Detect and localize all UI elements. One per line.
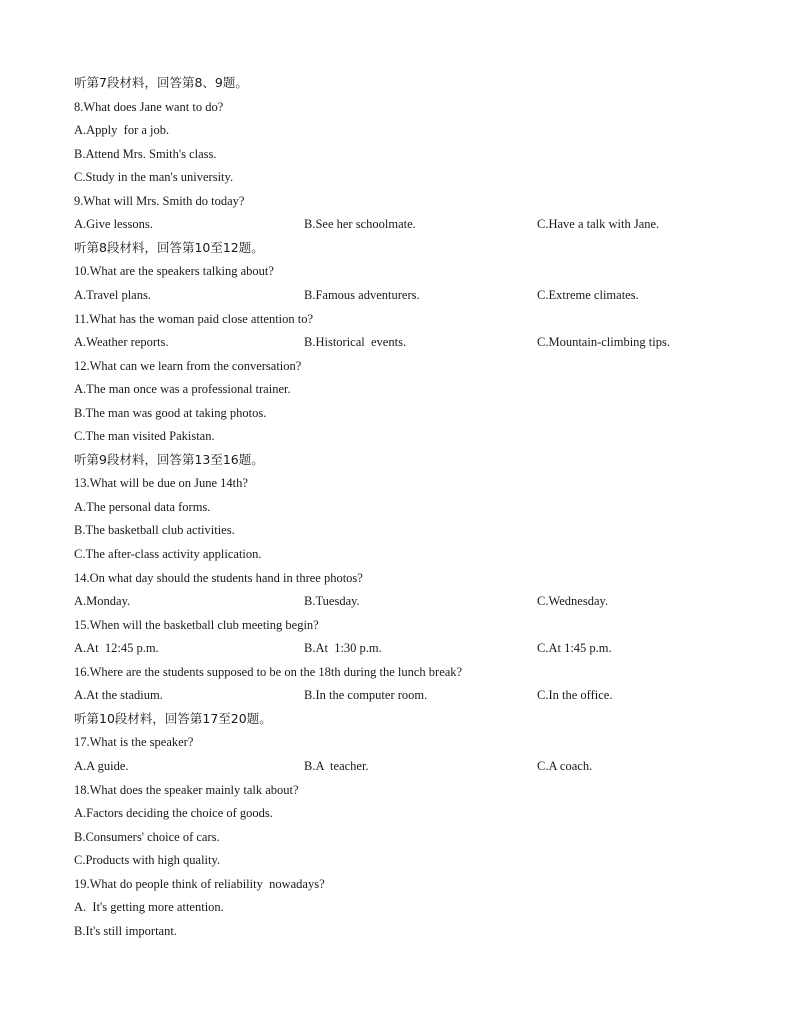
question-line: A. It's getting more attention.	[74, 900, 224, 915]
question-line: 18.What does the speaker mainly talk about?	[74, 782, 299, 797]
option-a: A.Weather reports.	[74, 335, 169, 350]
question-line: 12.What can we learn from the conversation?	[74, 358, 302, 373]
question-line: 9.What will Mrs. Smith do today?	[74, 193, 245, 208]
option-a: A.A guide.	[74, 758, 129, 773]
question-line: 19.What do people think of reliability nowadays?	[74, 876, 325, 891]
section-heading: 听第8段材料，回答第10至12题。	[74, 239, 264, 255]
option-c: C.Wednesday.	[537, 594, 609, 609]
option-a: A.Travel plans.	[74, 287, 151, 302]
option-a: A.At the stadium.	[74, 688, 163, 703]
section-heading: 听第7段材料，回答第8、9题。	[74, 75, 248, 90]
option-b: B.A teacher.	[304, 758, 369, 773]
question-line: 16.Where are the students supposed to be on the 18th during the lunch break?	[74, 664, 463, 679]
question-line: 14.On what day should the students hand in three photos?	[74, 570, 363, 585]
question-line: 17.What is the speaker?	[74, 735, 194, 750]
option-c: C.In the office.	[537, 688, 613, 703]
question-line: B.The man was good at taking photos.	[74, 405, 267, 420]
option-c: C.Mountain-climbing tips.	[537, 335, 670, 350]
question-line: A.Factors deciding the choice of goods.	[74, 806, 273, 821]
option-b: B.Tuesday.	[304, 594, 360, 609]
question-line: C.The man visited Pakistan.	[74, 429, 215, 444]
question-line: A.The personal data forms.	[74, 499, 211, 514]
option-c: C.Extreme climates.	[537, 287, 639, 302]
question-line: A.The man once was a professional trainer.	[74, 382, 291, 397]
option-b: B.In the computer room.	[304, 688, 428, 703]
question-line: B.It's still important.	[74, 923, 177, 938]
option-c: C.A coach.	[537, 758, 593, 773]
option-b: B.Historical events.	[304, 335, 407, 350]
option-a: A.At 12:45 p.m.	[74, 641, 159, 656]
question-line: 8.What does Jane want to do?	[74, 99, 224, 114]
option-a: A.Monday.	[74, 594, 131, 609]
section-heading: 听第9段材料，回答第13至16题。	[74, 451, 264, 467]
option-c: C.Have a talk with Jane.	[537, 217, 660, 232]
question-line: C.The after-class activity application.	[74, 547, 262, 561]
question-line: B.Attend Mrs. Smith's class.	[74, 146, 217, 161]
question-line: A.Apply for a job.	[74, 123, 170, 138]
option-c: C.At 1:45 p.m.	[537, 641, 612, 656]
question-line: B.The basketball club activities.	[74, 523, 235, 538]
question-line: C.Products with high quality.	[74, 853, 221, 868]
question-line: 15.When will the basketball club meeting begin?	[74, 617, 319, 632]
question-line: 11.What has the woman paid close attention to?	[74, 311, 314, 326]
option-b: B.Famous adventurers.	[304, 287, 420, 302]
option-b: B.See her schoolmate.	[304, 217, 416, 232]
question-line: 10.What are the speakers talking about?	[74, 264, 274, 279]
question-line: C.Study in the man's university.	[74, 170, 234, 185]
question-line: 13.What will be due on June 14th?	[74, 476, 248, 491]
option-a: A.Give lessons.	[74, 217, 153, 232]
question-line: B.Consumers' choice of cars.	[74, 829, 220, 844]
option-b: B.At 1:30 p.m.	[304, 641, 382, 656]
section-heading: 听第10段材料，回答第17至20题。	[74, 710, 272, 726]
